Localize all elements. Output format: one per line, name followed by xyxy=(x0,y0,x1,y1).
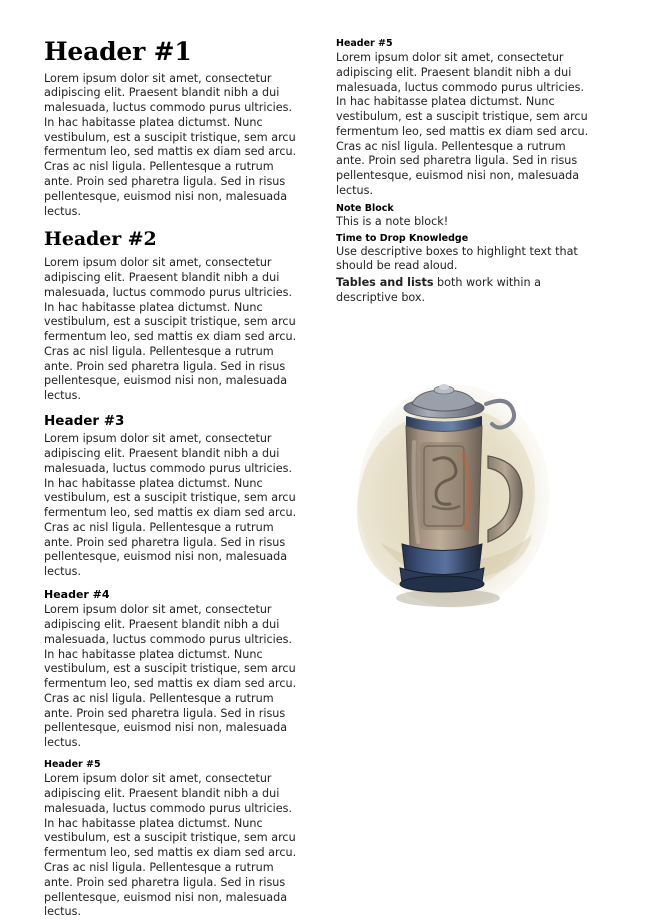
paragraph-2: Lorem ipsum dolor sit amet, consectetur adipiscing elit. Praesent blandit nibh a dui malesuada, luctus commodo purus ultricies. In hac habitasse platea dictumst. Nunc vestibulum, est a suscipit tristique, sem arcu fermentum leo, sed mattis ex diam sed arcu. Cras ac nisl ligula. Pellentesque a rutrum ante. Proin sed pharetra ligula. Sed in risus pellentesque, euismod nisi non, malesuada lectus. xyxy=(44,256,297,403)
descriptive-block-title: Time to Drop Knowledge xyxy=(336,232,469,244)
paragraph-right: Lorem ipsum dolor sit amet, consectetur adipiscing elit. Praesent blandit nibh a dui malesuada, luctus commodo purus ultricies. In hac habitasse platea dictumst. Nunc vestibulum, est a suscipit tristique, sem arcu fermentum leo, sed mattis ex diam sed arcu. Cras ac nisl ligula. Pellentesque a rutrum ante. Proin sed pharetra ligula. Sed in risus pellentesque, euismod nisi non, malesuada lectus. xyxy=(336,51,589,198)
descriptive-block-text-after: both work within a descriptive box. xyxy=(336,276,541,304)
heading-right-5: Header #5 xyxy=(336,38,393,49)
paragraph-4: Lorem ipsum dolor sit amet, consectetur adipiscing elit. Praesent blandit nibh a dui malesuada, luctus commodo purus ultricies. In hac habitasse platea dictumst. Nunc vestibulum, est a suscipit tristique, sem arcu fermentum leo, sed mattis ex diam sed arcu. Cras ac nisl ligula. Pellentesque a rutrum ante. Proin sed pharetra ligula. Sed in risus pellentesque, euismod nisi non, malesuada lectus. xyxy=(44,603,297,750)
paragraph-5: Lorem ipsum dolor sit amet, consectetur adipiscing elit. Praesent blandit nibh a dui malesuada, luctus commodo purus ultricies. In hac habitasse platea dictumst. Nunc vestibulum, est a suscipit tristique, sem arcu fermentum leo, sed mattis ex diam sed arcu. Cras ac nisl ligula. Pellentesque a rutrum ante. Proin sed pharetra ligula. Sed in risus pellentesque, euismod nisi non, malesuada lectus. xyxy=(44,772,297,919)
paragraph-1: Lorem ipsum dolor sit amet, consectetur adipiscing elit. Praesent blandit nibh a dui malesuada, luctus commodo purus ultricies. In hac habitasse platea dictumst. Nunc vestibulum, est a suscipit tristique, sem arcu fermentum leo, sed mattis ex diam sed arcu. Cras ac nisl ligula. Pellentesque a rutrum ante. Proin sed pharetra ligula. Sed in risus pellentesque, euismod nisi non, malesuada lectus. xyxy=(44,71,297,218)
heading-5: Header #5 xyxy=(44,758,101,770)
beer-stein-svg xyxy=(336,346,592,646)
left-column xyxy=(44,38,300,920)
paragraph-3: Lorem ipsum dolor sit amet, consectetur adipiscing elit. Praesent blandit nibh a dui malesuada, luctus commodo purus ultricies. In hac habitasse platea dictumst. Nunc vestibulum, est a suscipit tristique, sem arcu fermentum leo, sed mattis ex diam sed arcu. Cras ac nisl ligula. Pellentesque a rutrum ante. Proin sed pharetra ligula. Sed in risus pellentesque, euismod nisi non, malesuada lectus. xyxy=(44,432,297,579)
beer-stein-illustration xyxy=(336,346,592,646)
heading-4: Header #4 xyxy=(44,587,110,601)
note-block-title: Note Block xyxy=(336,202,394,214)
right-column xyxy=(336,38,592,646)
heading-3: Header #3 xyxy=(44,412,125,429)
descriptive-block-emphasis: Tables and lists xyxy=(336,276,434,290)
heading-2: Header #2 xyxy=(44,228,157,251)
heading-1: Header #1 xyxy=(44,37,192,66)
descriptive-block-text: Use descriptive boxes to highlight text that should be read aloud. xyxy=(336,244,578,273)
descriptive-block-text-emphasis-line xyxy=(336,276,592,306)
note-block-text: This is a note block! xyxy=(336,214,449,228)
two-column-layout xyxy=(44,38,608,920)
